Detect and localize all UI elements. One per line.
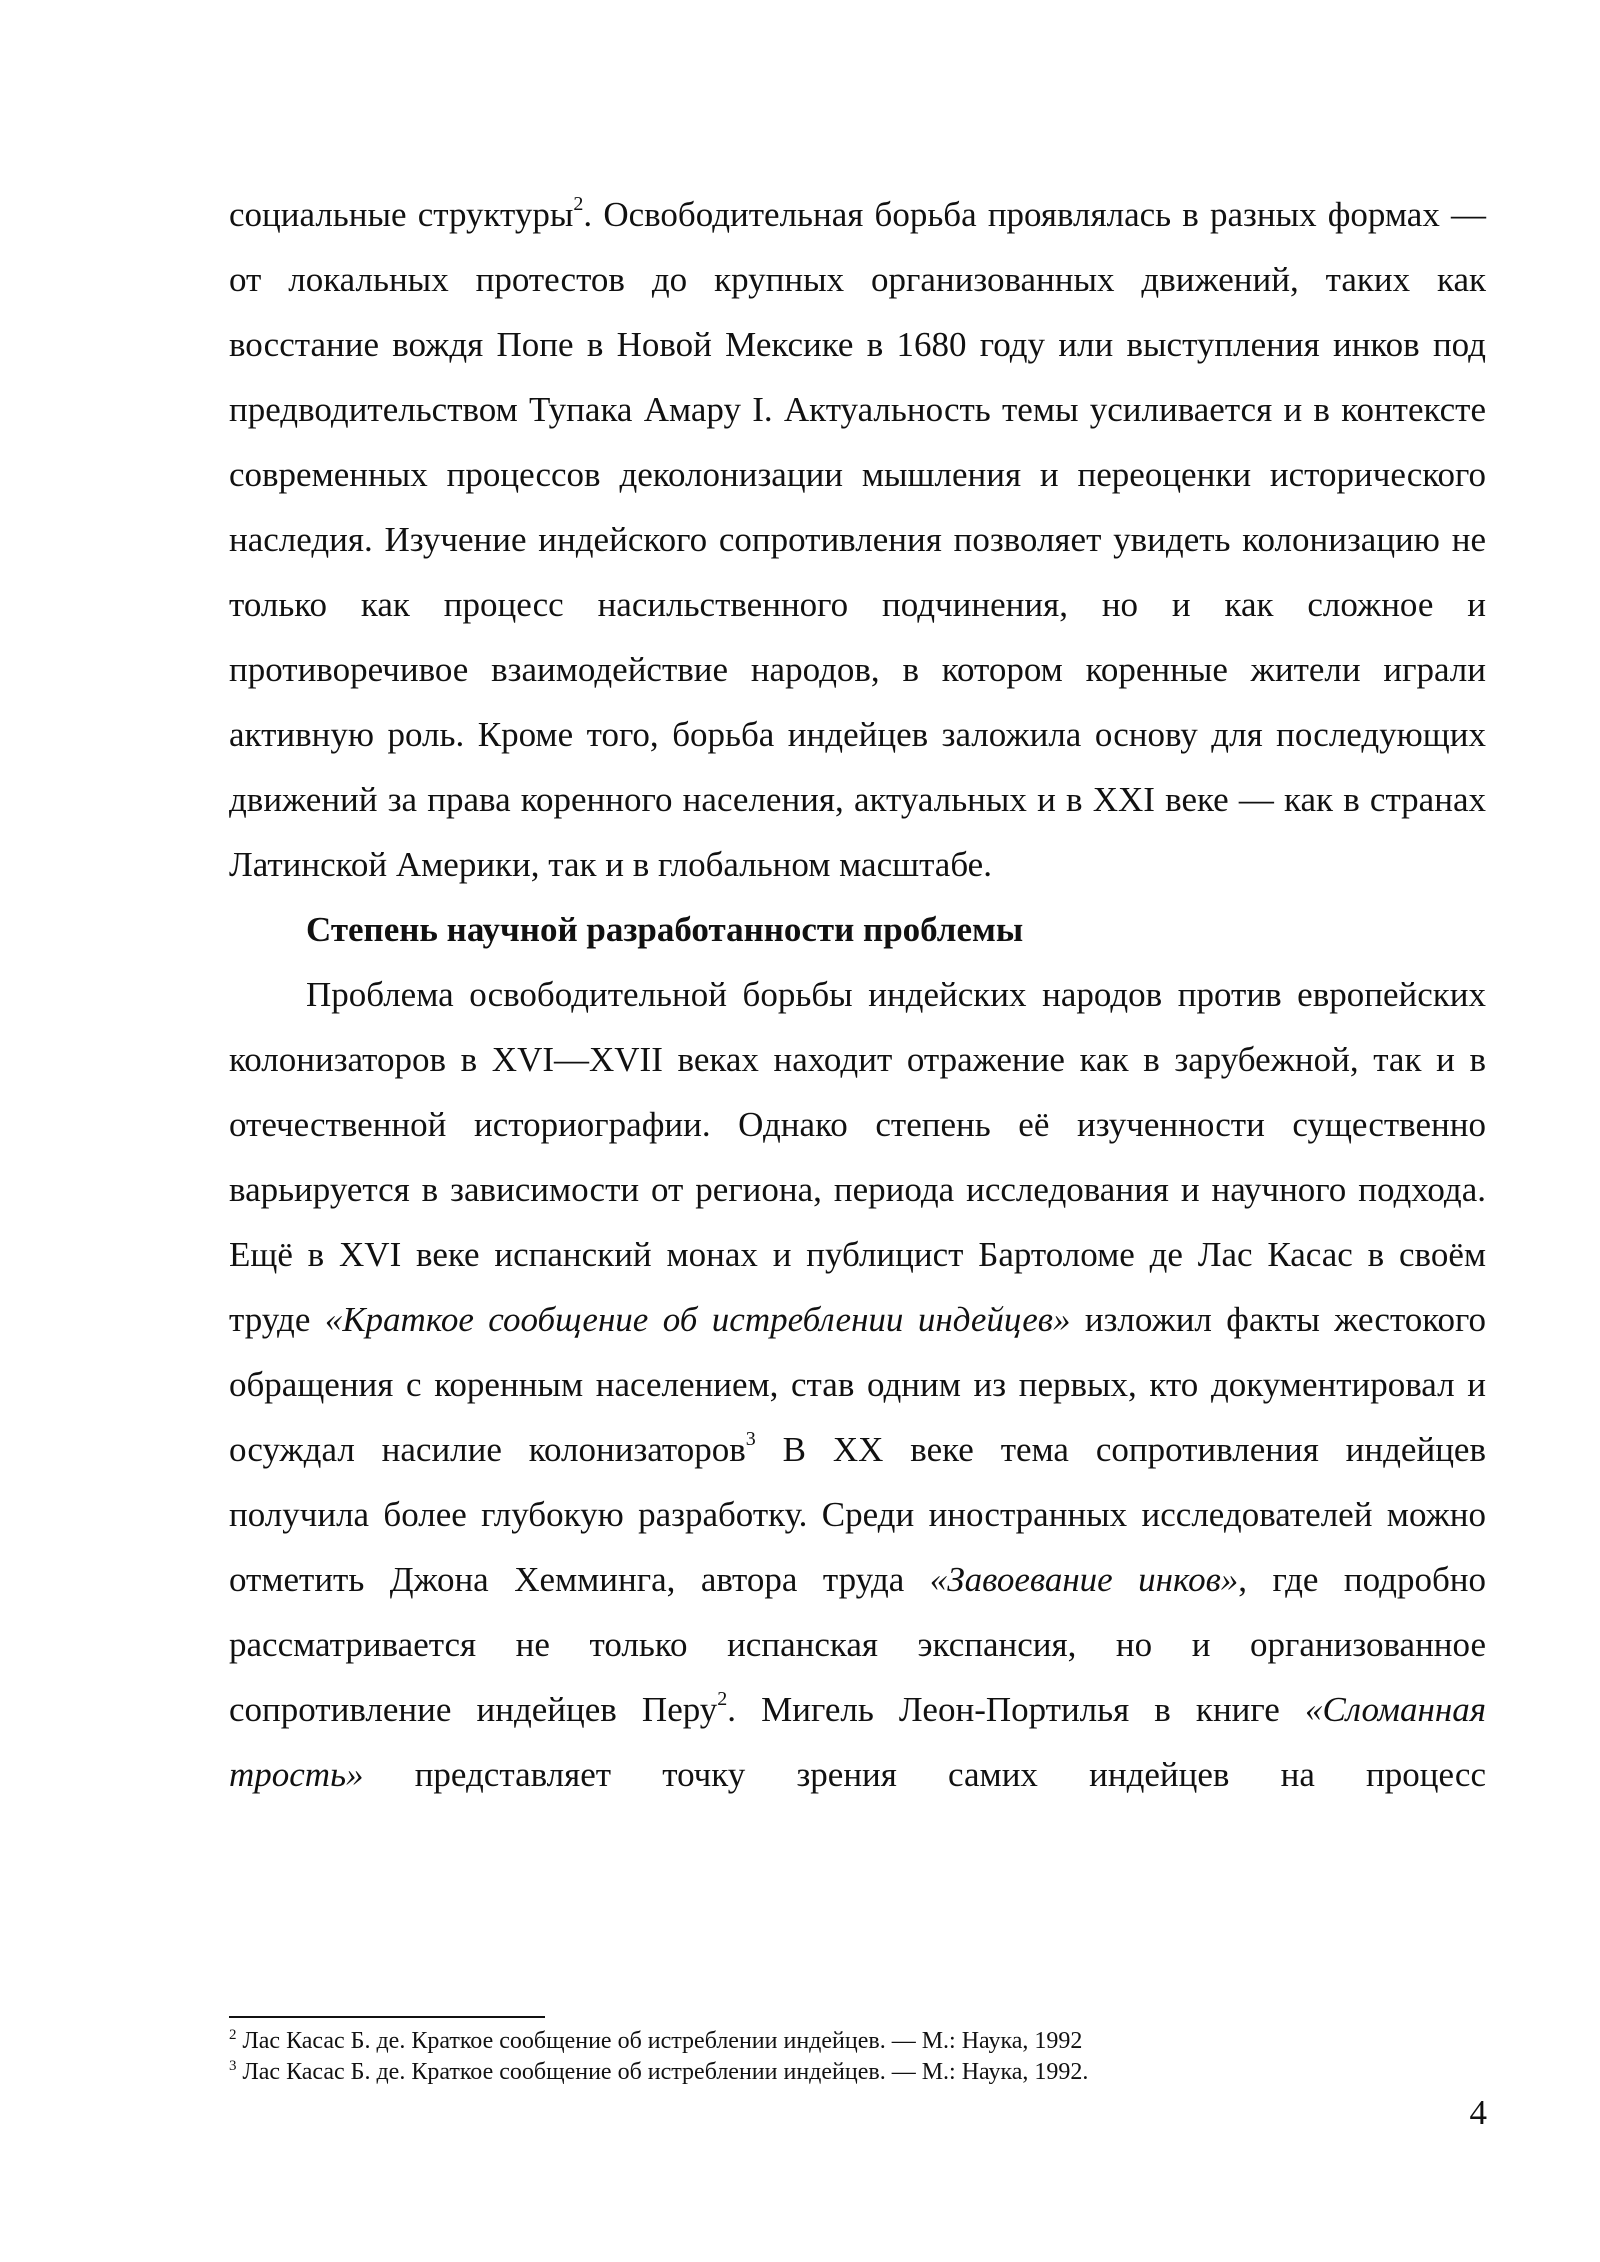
book-title: «Краткое сообщение об истреблении индейцев» bbox=[324, 1300, 1071, 1339]
text-run: Проблема освободительной борьбы индейских народов против европейских колонизаторов в XVI—XVII веках находит отражение как в зарубежной, так и в отечественной историографии. Однако степень её изученности существенно варьируется в зависимости от региона, периода исследования и научного подхода. Ещё в XVI веке испанский монах и публицист Бартоломе де Лас Касас в своём труде bbox=[229, 975, 1486, 1339]
book-title: «Завоевание инков» bbox=[929, 1560, 1239, 1599]
footnote-ref[interactable]: 2 bbox=[573, 193, 584, 215]
paragraph-relevance bbox=[229, 182, 1486, 897]
text-run: социальные структуры bbox=[229, 195, 574, 234]
text-run: изложил факты жестокого обращения с коренным населением, став одним из первых, кто документировал и осуждал насилие колонизаторов bbox=[229, 1300, 1486, 1469]
footnote-ref[interactable]: 3 bbox=[745, 1428, 756, 1450]
footnote-ref[interactable]: 2 bbox=[717, 1688, 728, 1710]
text-run: представляет точку зрения самих индейцев на процесс bbox=[363, 1755, 1486, 1794]
footnote-number: 3 bbox=[229, 2058, 237, 2074]
text-run: . Освободительная борьба проявлялась в разных формах — от локальных протестов до крупных организованных движений, таких как восстание вождя Попе в Новой Мексике в 1680 году или выступления инков под предводительством Тупака Амару I. Актуальность темы усиливается и в контексте современных процессов деколонизации мышления и переоценки исторического наследия. Изучение индейского сопротивления позволяет увидеть колонизацию не только как процесс насильственного подчинения, но и как сложное и противоречивое взаимодействие народов, в котором коренные жители играли активную роль. Кроме того, борьба индейцев заложила основу для последующих движений за права коренного населения, актуальных и в XXI веке — как в странах Латинской Америки, так и в глобальном масштабе. bbox=[229, 195, 1486, 884]
section-heading: Степень научной разработанности проблемы bbox=[306, 910, 1024, 949]
footnote-text: Лас Касас Б. де. Краткое сообщение об истреблении индейцев. — М.: Наука, 1992 bbox=[236, 2028, 1083, 2054]
footnotes bbox=[229, 2026, 1486, 2088]
book-title: «Сломанная трость» bbox=[229, 1690, 1486, 1794]
page-number: 4 bbox=[1469, 2093, 1487, 2132]
footnote-number: 2 bbox=[229, 2027, 237, 2043]
footnote-text: Лас Касас Б. де. Краткое сообщение об истреблении индейцев. — М.: Наука, 1992. bbox=[236, 2059, 1089, 2085]
text-run: В XX веке тема сопротивления индейцев получила более глубокую разработку. Среди иностранных исследователей можно отметить Джона Хемминга, автора труда bbox=[229, 1430, 1486, 1599]
text-run: , где подробно рассматривается не только испанская экспансия, но и организованное сопротивление индейцев Перу bbox=[229, 1560, 1486, 1729]
paragraph-historiography bbox=[229, 962, 1486, 1807]
footnote-3 bbox=[229, 2057, 1486, 2088]
page-body bbox=[229, 182, 1486, 1807]
text-run: . Мигель Леон-Портилья в книге bbox=[727, 1690, 1305, 1729]
footnote-2 bbox=[229, 2026, 1486, 2057]
footnote-separator bbox=[229, 2016, 545, 2018]
